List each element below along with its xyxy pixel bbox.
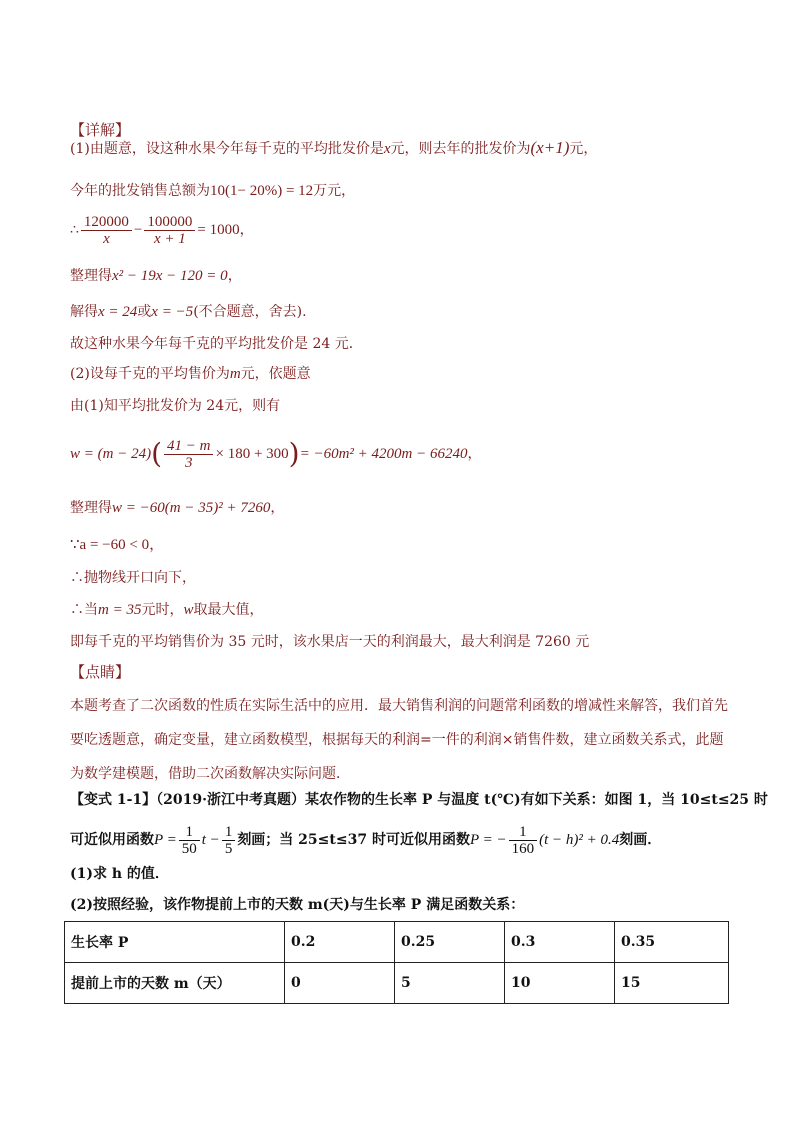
paren-open: ( xyxy=(151,437,163,470)
math-expr: P = xyxy=(154,832,177,848)
text: 刻画． xyxy=(619,832,662,848)
numerator: 1 xyxy=(179,824,200,841)
text: 元，依题意 xyxy=(240,366,311,382)
table-cell: 10 xyxy=(505,963,615,1004)
fraction xyxy=(509,824,538,857)
solution-line-14: 即每千克的平均销售价为 35 元时，该水果店一天的利润最大，最大利润是 7260 元 xyxy=(70,634,590,650)
text: (1)由题意，设这种水果今年每千克的平均批发价是 xyxy=(70,141,384,157)
solution-line-6: 故这种水果今年每千克的平均批发价是 24 元． xyxy=(70,336,363,352)
text: 取最大值， xyxy=(193,602,264,618)
fraction xyxy=(144,214,195,247)
text: 今年的批发销售总额为 xyxy=(70,183,210,199)
fraction xyxy=(81,214,132,247)
math-expr: w = −60(m − 35)² + 7260 xyxy=(112,500,271,516)
text: (不合题意，舍去). xyxy=(193,304,307,320)
solution-line-9 xyxy=(70,434,482,474)
math-expr: P = − xyxy=(469,832,507,848)
math-expr: x = −5 xyxy=(151,304,194,320)
text: ， xyxy=(227,268,242,284)
paren-close: ) xyxy=(288,437,300,470)
math-expr: × 180 + 300 xyxy=(215,446,289,462)
text: 元时， xyxy=(141,602,184,618)
comment-heading: 【点睛】 xyxy=(70,663,131,681)
solution-line-3 xyxy=(70,212,254,248)
solution-line-2 xyxy=(70,181,355,201)
table-cell: 5 xyxy=(395,963,505,1004)
table-cell: 0.35 xyxy=(615,922,729,963)
math-expr: = 1000 xyxy=(197,222,240,238)
table-cell: 0.2 xyxy=(285,922,395,963)
table-cell: 0 xyxy=(285,963,395,1004)
table-cell: 0.25 xyxy=(395,922,505,963)
math-expr: m = 35 xyxy=(98,602,142,618)
text: 元， xyxy=(569,141,598,157)
solution-line-8: 由(1)知平均批发价为 24元，则有 xyxy=(70,398,281,414)
math-var: w xyxy=(183,602,194,618)
text: ∴当 xyxy=(70,602,98,618)
numerator: 1 xyxy=(222,824,236,841)
math-expr: t − xyxy=(201,832,220,848)
question-2: (2)按照经验，该作物提前上市的天数 m(天)与生长率 P 满足函数关系： xyxy=(70,897,525,913)
text: 或 xyxy=(137,304,152,320)
solution-line-13 xyxy=(70,600,263,620)
text: (2)设每千克的平均售价为 xyxy=(70,366,230,382)
text: 可近似用函数 xyxy=(70,832,154,848)
solution-line-12: ∴抛物线开口向下， xyxy=(70,570,196,586)
fraction xyxy=(222,824,236,857)
math-expr: = −60m² + 4200m − 66240 xyxy=(299,446,468,462)
table-cell: 15 xyxy=(615,963,729,1004)
table-row xyxy=(65,963,729,1004)
solution-line-7 xyxy=(70,364,311,384)
denominator: 5 xyxy=(224,840,233,857)
denominator: 50 xyxy=(181,840,197,857)
denominator: 160 xyxy=(511,840,535,857)
math-expr: (t − h)² + 0.4 xyxy=(539,832,620,848)
denominator: 3 xyxy=(185,454,193,471)
denominator: x + 1 xyxy=(154,230,186,247)
text: 元，则去年的批发价为 xyxy=(390,141,531,157)
text: 刻画；当 25≤t≤37 时可近似用函数 xyxy=(237,832,470,848)
math-expr: x² − 19x − 120 = 0 xyxy=(112,268,228,284)
growth-rate-table xyxy=(64,921,729,1004)
numerator: 100000 xyxy=(144,214,195,231)
detail-heading: 【详解】 xyxy=(70,121,131,139)
question-1: (1)求 h 的值． xyxy=(70,866,169,882)
operator: − xyxy=(133,222,143,238)
math-expr: x = 24 xyxy=(98,304,138,320)
fraction xyxy=(179,824,200,857)
text: ， xyxy=(239,222,254,238)
text: 万元， xyxy=(313,183,356,199)
solution-line-1 xyxy=(70,138,597,159)
math-expr: w = (m − 24) xyxy=(70,446,152,462)
variant-line-1 xyxy=(70,790,768,810)
comment-paragraph: 本题考查了二次函数的性质在实际生活中的应用．最大销售利润的问题常利函数的增减性来解答，我们首先要吃透题意，确定变量，建立函数模型，根据每天的利润=一件的利润×销售件数，建立函数关系式，此题为数学建模题，借助二次函数解决实际问题． xyxy=(70,698,728,782)
text: ， xyxy=(467,446,482,462)
math-expr: (x+1) xyxy=(530,138,570,157)
variant-tag: 【变式 1-1】 xyxy=(70,792,157,808)
text: 整理得 xyxy=(70,268,112,284)
numerator: 1 xyxy=(509,824,538,841)
table-row xyxy=(65,922,729,963)
math-expr: 10(1− 20%) = 12 xyxy=(210,183,314,199)
text: 解得 xyxy=(70,304,98,320)
table-cell: 提前上市的天数 m（天） xyxy=(65,963,285,1004)
math-var: m xyxy=(229,366,241,382)
text: 整理得 xyxy=(70,500,112,516)
variant-line-2 xyxy=(70,822,661,858)
fraction xyxy=(164,438,213,471)
math-var: x xyxy=(383,141,391,157)
table-cell: 0.3 xyxy=(505,922,615,963)
therefore-symbol: ∴ xyxy=(70,222,79,238)
text: （2019·浙江中考真题）某农作物的生长率 P 与温度 t(℃)有如下关系：如图 1，当 10≤t≤25 时 xyxy=(156,792,768,808)
solution-line-11: ∵a = −60 < 0， xyxy=(70,537,165,553)
denominator: x xyxy=(103,230,110,247)
text: ， xyxy=(270,500,285,516)
solution-line-5 xyxy=(70,302,307,322)
numerator: 41 − m xyxy=(164,438,213,455)
numerator: 120000 xyxy=(81,214,132,231)
solution-line-10 xyxy=(70,498,284,518)
table-cell: 生长率 P xyxy=(65,922,285,963)
solution-line-4 xyxy=(70,266,242,286)
